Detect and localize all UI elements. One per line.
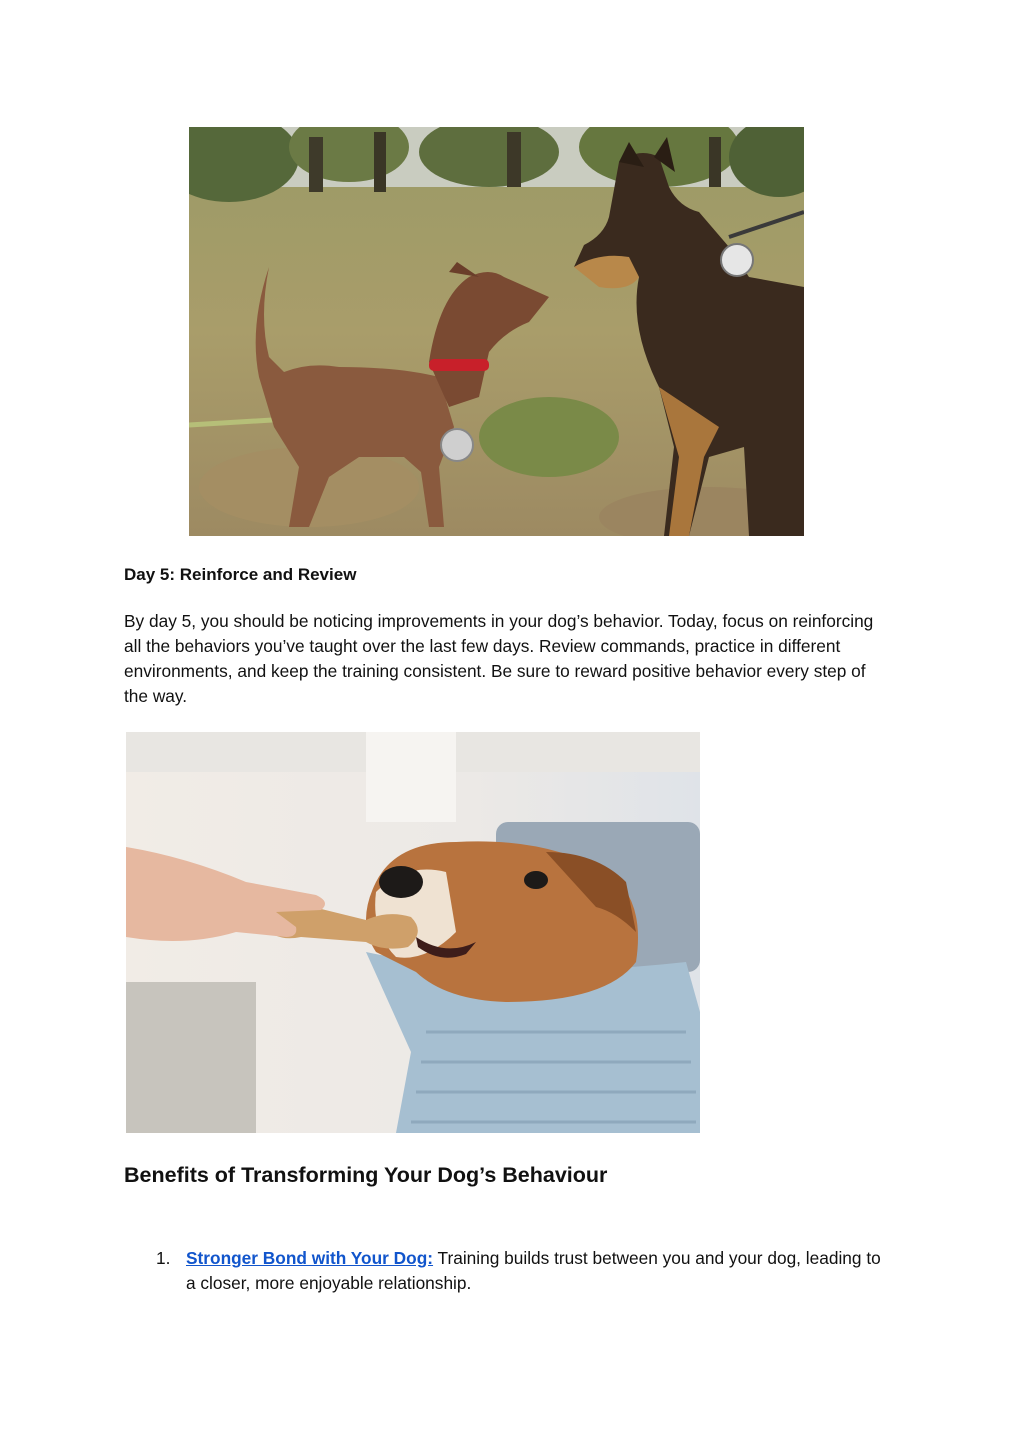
dog-treat-illustration	[126, 732, 700, 1133]
benefit-item-stronger-bond	[124, 1246, 884, 1296]
benefit-number: 1.	[156, 1248, 171, 1268]
benefits-heading: Benefits of Transforming Your Dog’s Behaviour	[124, 1163, 608, 1187]
dog-treat-photo	[126, 732, 700, 1133]
dogs-meeting-illustration	[189, 127, 804, 536]
benefit-description: Training builds trust between you and your dog, leading to a closer, more enjoyable relationship.	[186, 1248, 881, 1293]
day-5-heading: Day 5: Reinforce and Review	[124, 565, 357, 584]
dogs-meeting-photo	[189, 127, 804, 536]
stronger-bond-link[interactable]: Stronger Bond with Your Dog:	[186, 1248, 434, 1268]
day-5-paragraph: By day 5, you should be noticing improvements in your dog’s behavior. Today, focus on reinforcing all the behaviors you’ve taught over the last few days. Review commands, practice in different environments, and keep the training consistent. Be sure to reward positive behavior every step of the way.	[124, 611, 874, 706]
benefits-list	[124, 1246, 884, 1296]
